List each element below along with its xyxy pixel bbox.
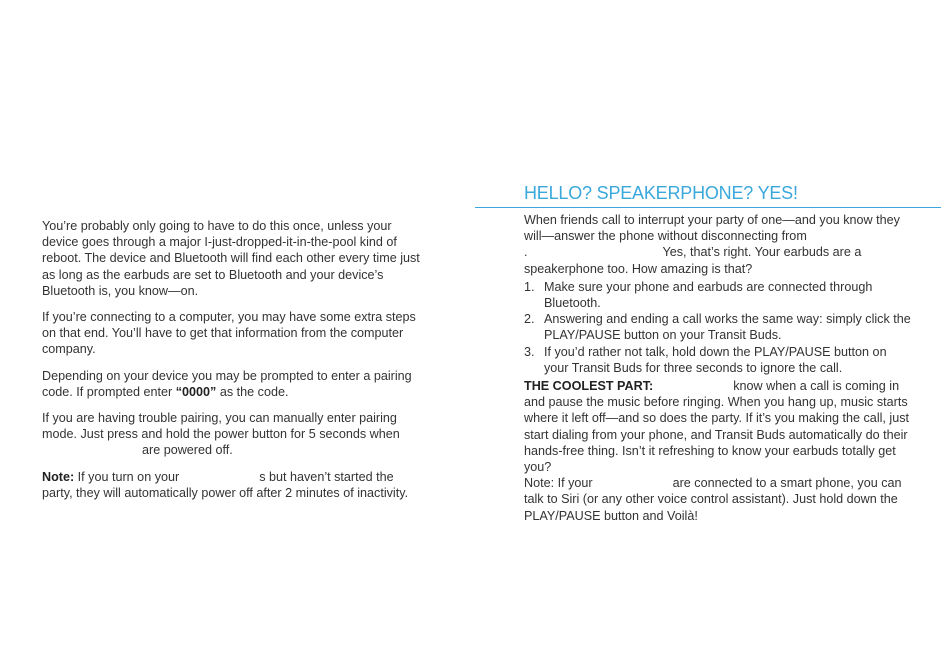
right-page [475, 0, 950, 672]
speakerphone-instructions [524, 212, 912, 524]
step-number: 1. [524, 279, 535, 294]
paragraph-text: . [524, 245, 528, 260]
step-text: Answering and ending a call works the same way: simply click the PLAY/PAUSE button on your Transit Buds. [544, 312, 911, 343]
heading-rule [475, 207, 941, 208]
paragraph-text: Yes, that’s right. Your earbuds are a speakerphone too. How amazing is that? [524, 245, 862, 276]
note-text: the party, they will automatically power off after 2 minutes of inactivity. [42, 469, 409, 500]
paragraph-coolest-part [524, 378, 912, 475]
list-item [524, 344, 912, 376]
paragraph-text: If you’re connecting to a computer, you may have some extra steps on that end. You’ll have to get that information from the computer company. [42, 310, 416, 357]
section-heading: HELLO? SPEAKERPHONE? YES! [524, 183, 798, 203]
paragraph-text: know when a call is coming in and pause the music before ringing. When you hang up, music starts where it left off—and so does the party. If it’s you making the call, just start dialing from your phone, and Transit Buds automatically do their hands-free thing. Isn’t it refreshing to know your earbuds totally get you? [524, 379, 910, 475]
steps-list [524, 279, 912, 376]
step-number: 2. [524, 312, 535, 327]
paragraph-trouble-pairing [42, 410, 427, 459]
paragraph-pairing-once [42, 218, 427, 299]
paragraph-text: When friends call to interrupt your party of one—and you know they will—answer the phone without disconnecting from [524, 213, 900, 244]
note-voice-assistant [524, 475, 912, 524]
note-auto-power-off [42, 469, 427, 501]
pairing-code: “0000” [175, 384, 217, 399]
step-text: Make sure your phone and earbuds are connected through Bluetooth. [544, 279, 873, 311]
paragraph-text: are powered off. [142, 443, 233, 458]
note-text: Note: If your [524, 476, 593, 491]
note-text: If you turn on your [74, 469, 180, 484]
coolest-label: THE COOLEST PART: [524, 379, 654, 394]
paragraph-intro [524, 212, 912, 277]
step-text: If you’d rather not talk, hold down the PLAY/PAUSE button on your Transit Buds for three seconds to ignore the call. [544, 344, 887, 375]
note-text: are connected to a smart phone, you can talk to Siri (or any other voice control assistant). Just hold down the PLAY/PAUSE button and Voilà! [524, 476, 902, 523]
paragraph-text: as the code. [216, 384, 289, 399]
step-number: 3. [524, 344, 535, 359]
pairing-instructions [42, 218, 427, 511]
note-label: Note: [42, 469, 75, 484]
paragraph-text: You’re probably only going to have to do this once, unless your device goes through a major I-just-dropped-it-in-the-pool kind of reboot. The device and Bluetooth will find each other every time just as long as the earbuds are set to Bluetooth and your device’s Bluetooth is, you know—on. [42, 219, 420, 298]
paragraph-text: If you are having trouble pairing, you can manually enter pairing mode. Just press and hold the power button for 5 seconds when [42, 411, 400, 442]
paragraph-computer [42, 309, 427, 358]
list-item [524, 311, 912, 343]
note-text: s but haven’t started [259, 469, 373, 484]
paragraph-pairing-code [42, 368, 427, 400]
list-item [524, 279, 912, 311]
paragraph-text: Depending on your device you may be prompted to enter a pairing code. If prompted enter [42, 368, 412, 399]
